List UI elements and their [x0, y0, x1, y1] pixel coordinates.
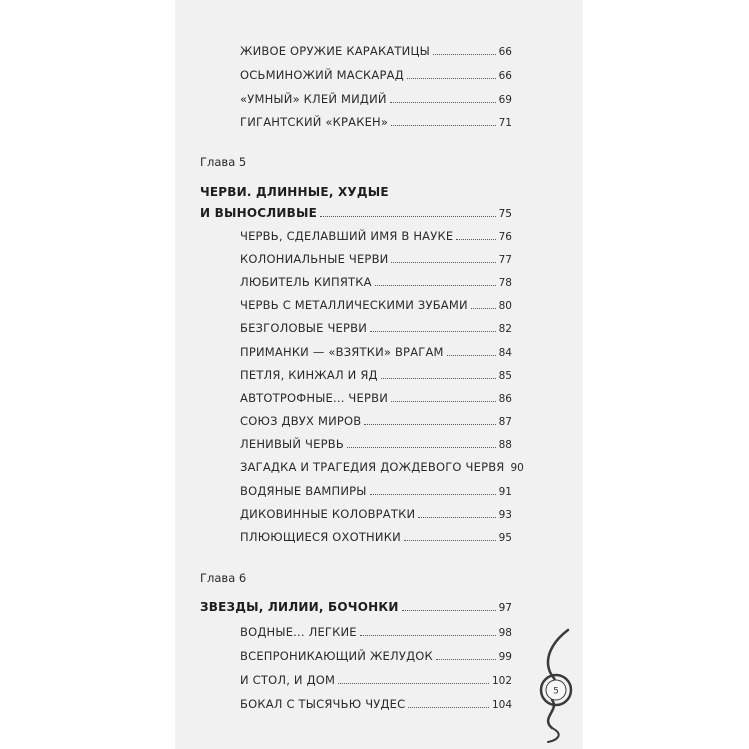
chapter-title: ЗВЕЗДЫ, ЛИЛИИ, БОЧОНКИ	[200, 600, 399, 614]
toc-entry-page: 77	[498, 254, 512, 266]
toc-entry-title: ЧЕРВЬ, СДЕЛАВШИЙ ИМЯ В НАУКЕ	[240, 229, 454, 243]
toc-entry-title: И СТОЛ, И ДОМ	[240, 673, 336, 687]
chapter-label: Глава 6	[200, 571, 247, 585]
chapter-label: Глава 5	[200, 155, 247, 169]
dot-leader	[391, 401, 496, 402]
toc-entry-page: 88	[498, 439, 512, 451]
toc-entry	[240, 507, 512, 521]
toc-entry-title: СОЮЗ ДВУХ МИРОВ	[240, 414, 362, 428]
dot-leader	[375, 285, 496, 286]
toc-entry	[240, 460, 524, 474]
toc-entry-page: 78	[498, 277, 512, 289]
toc-entry-title: ВОДНЫЕ... ЛЕГКИЕ	[240, 625, 357, 639]
toc-entry-page: 66	[498, 70, 512, 82]
toc-entry	[240, 68, 512, 82]
toc-entry-page: 95	[498, 532, 512, 544]
dot-leader	[390, 102, 496, 103]
dot-leader	[407, 78, 496, 79]
dot-leader	[408, 707, 489, 708]
dot-leader	[404, 540, 496, 541]
toc-entry-title: «УМНЫЙ» КЛЕЙ МИДИЙ	[240, 92, 387, 106]
toc-entry-title: БЕЗГОЛОВЫЕ ЧЕРВИ	[240, 321, 368, 335]
dot-leader	[456, 239, 495, 240]
toc-entry	[240, 368, 512, 382]
toc-entry	[240, 298, 512, 312]
toc-entry	[240, 345, 512, 359]
toc-entry	[240, 530, 512, 544]
dot-leader	[391, 125, 495, 126]
toc-entry	[240, 92, 512, 106]
toc-entry	[240, 115, 512, 129]
toc-entry-title: ПЕТЛЯ, КИНЖАЛ И ЯД	[240, 368, 378, 382]
dot-leader	[338, 683, 489, 684]
dot-leader	[447, 355, 496, 356]
page-number-ornament-icon	[530, 628, 580, 743]
dot-leader	[471, 308, 496, 309]
toc-entry	[240, 673, 512, 687]
toc-entry-page: 91	[498, 486, 512, 498]
page-number: 5	[553, 686, 559, 697]
dot-leader	[391, 262, 495, 263]
toc-entry	[240, 321, 512, 335]
toc-entry-page: 82	[498, 323, 512, 335]
dot-leader	[381, 378, 496, 379]
toc-entry	[240, 252, 512, 266]
toc-entry	[240, 437, 512, 451]
dot-leader	[320, 216, 496, 217]
toc-entry-page: 93	[498, 509, 512, 521]
toc-entry-page: 86	[498, 393, 512, 405]
toc-entry-page: 75	[498, 208, 512, 220]
chapter-title: ЧЕРВИ. ДЛИННЫЕ, ХУДЫЕ	[200, 185, 389, 199]
dot-leader	[436, 659, 496, 660]
toc-entry-page: 66	[498, 46, 512, 58]
toc-entry	[240, 484, 512, 498]
toc-entry-page: 87	[498, 416, 512, 428]
toc-entry-title: ВСЕПРОНИКАЮЩИЙ ЖЕЛУДОК	[240, 649, 433, 663]
toc-entry	[240, 625, 512, 639]
toc-entry	[240, 44, 512, 58]
dot-leader	[418, 517, 495, 518]
toc-entry	[240, 697, 512, 711]
dot-leader	[360, 635, 496, 636]
toc-entry-page: 80	[498, 300, 512, 312]
toc-entry-title: ЧЕРВЬ С МЕТАЛЛИЧЕСКИМИ ЗУБАМИ	[240, 298, 468, 312]
dot-leader	[347, 447, 496, 448]
toc-entry-page: 90	[510, 462, 524, 474]
toc-entry-page: 98	[498, 627, 512, 639]
dot-leader	[364, 424, 495, 425]
toc-entry-title: ДИКОВИННЫЕ КОЛОВРАТКИ	[240, 507, 416, 521]
toc-entry-page: 99	[498, 651, 512, 663]
toc-entry-page: 85	[498, 370, 512, 382]
toc-entry-page: 71	[498, 117, 512, 129]
toc-entry-title: БОКАЛ С ТЫСЯЧЬЮ ЧУДЕС	[240, 697, 406, 711]
toc-entry-page: 69	[498, 94, 512, 106]
toc-entry-page: 76	[498, 231, 512, 243]
toc-entry	[240, 391, 512, 405]
toc-entry-page: 84	[498, 347, 512, 359]
toc-entry-page: 102	[491, 675, 512, 687]
toc-entry-title: ЛЕНИВЫЙ ЧЕРВЬ	[240, 437, 344, 451]
toc-entry-title: ПЛЮЮЩИЕСЯ ОХОТНИКИ	[240, 530, 401, 544]
toc-entry-title: ГИГАНТСКИЙ «КРАКЕН»	[240, 115, 389, 129]
dot-leader	[402, 610, 496, 611]
toc-entry-title: ВОДЯНЫЕ ВАМПИРЫ	[240, 484, 367, 498]
dot-leader	[370, 494, 496, 495]
toc-entry-title: ОСЬМИНОЖИЙ МАСКАРАД	[240, 68, 404, 82]
toc-entry	[240, 414, 512, 428]
toc-entry	[240, 275, 512, 289]
toc-entry-title: ЗАГАДКА И ТРАГЕДИЯ ДОЖДЕВОГО ЧЕРВЯ	[240, 460, 505, 474]
toc-entry-page: 97	[498, 602, 512, 614]
toc-entry-title: ЛЮБИТЕЛЬ КИПЯТКА	[240, 275, 372, 289]
toc-entry-page: 104	[491, 699, 512, 711]
chapter-title-entry	[200, 600, 512, 614]
toc-entry-title: ПРИМАНКИ — «ВЗЯТКИ» ВРАГАМ	[240, 345, 444, 359]
dot-leader	[433, 54, 496, 55]
dot-leader	[370, 331, 496, 332]
toc-entry-title: ЖИВОЕ ОРУЖИЕ КАРАКАТИЦЫ	[240, 44, 430, 58]
chapter-title-entry	[200, 206, 512, 220]
chapter-title-line: И ВЫНОСЛИВЫЕ	[200, 206, 318, 220]
toc-entry-title: АВТОТРОФНЫЕ... ЧЕРВИ	[240, 391, 389, 405]
toc-entry	[240, 229, 512, 243]
toc-entry	[240, 649, 512, 663]
toc-entry-title: КОЛОНИАЛЬНЫЕ ЧЕРВИ	[240, 252, 389, 266]
